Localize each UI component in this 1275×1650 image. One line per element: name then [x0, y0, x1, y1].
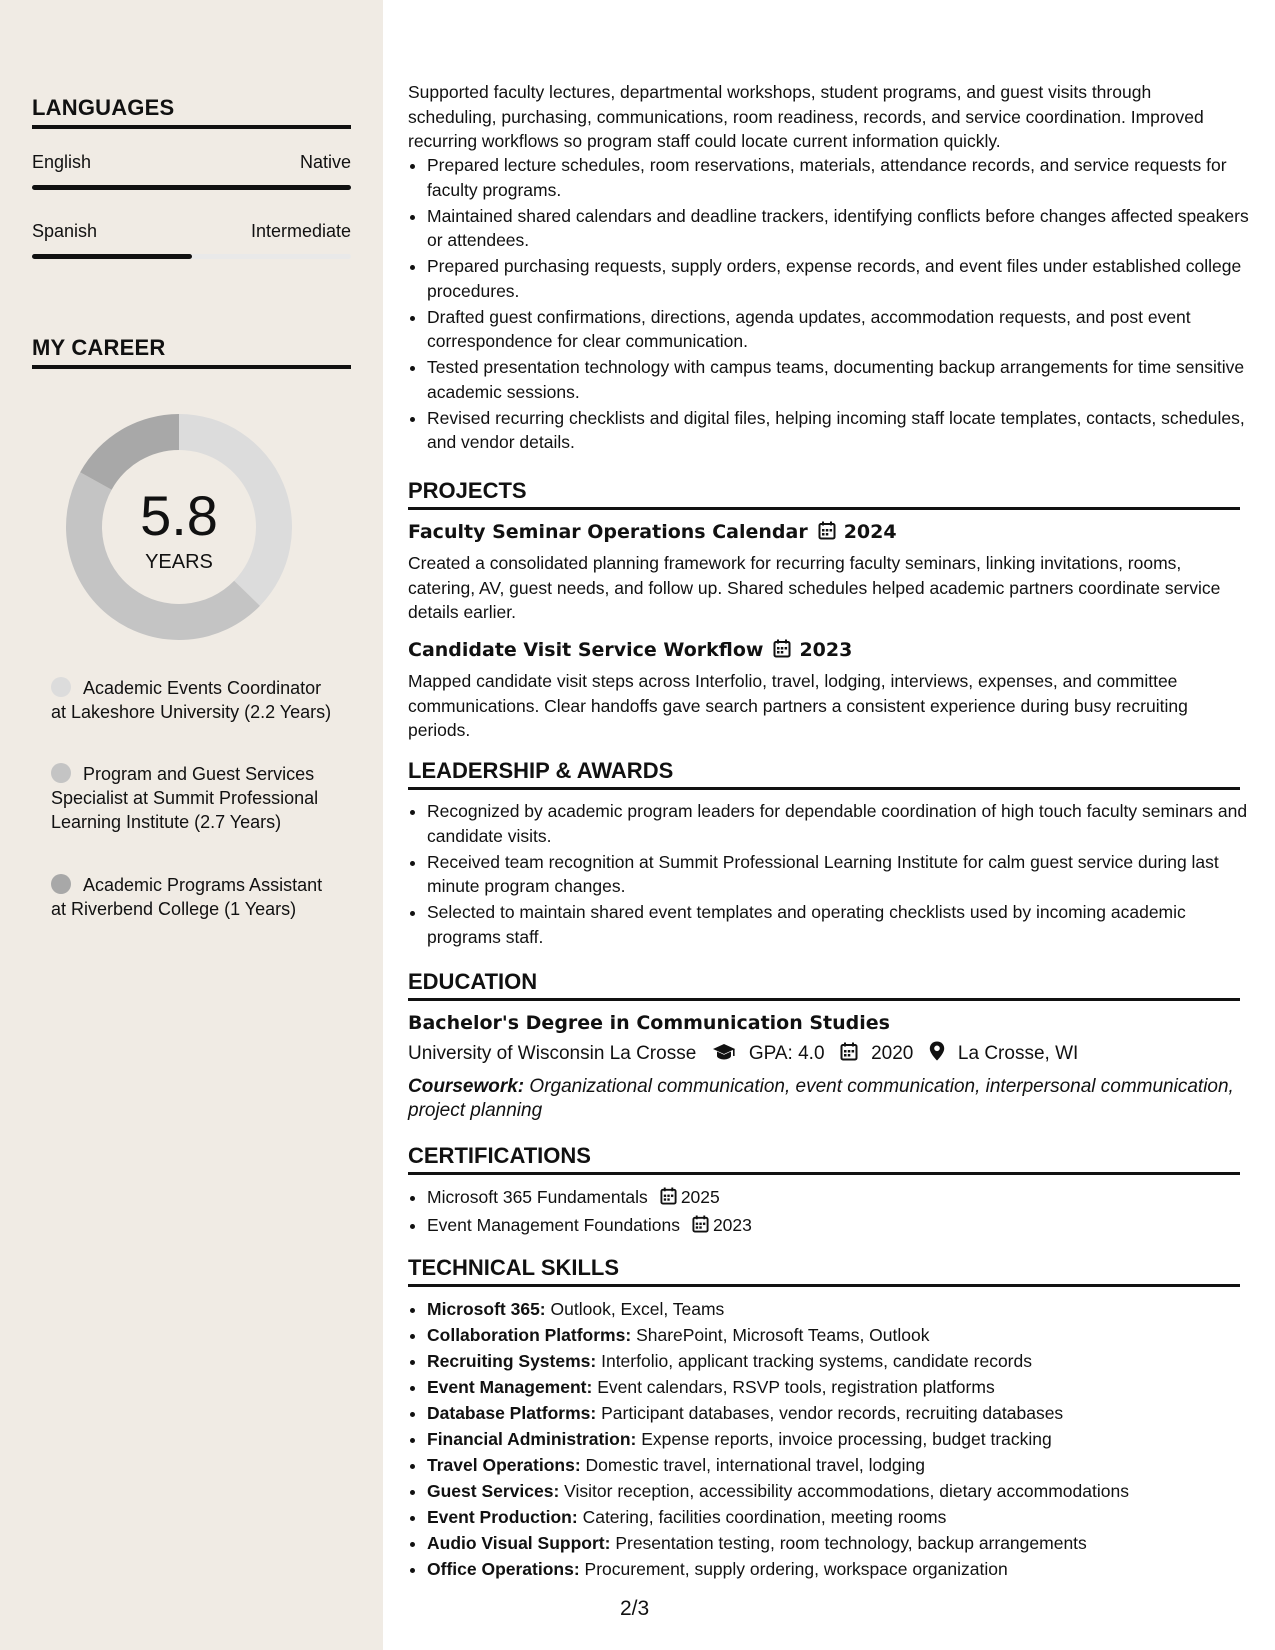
- skill-label: Event Production:: [427, 1507, 578, 1527]
- degree: Bachelor's Degree in Communication Studies: [408, 1012, 890, 1034]
- calendar-icon: [692, 1215, 709, 1240]
- graduation-cap-icon: [712, 1043, 736, 1068]
- skill-item: [427, 1557, 1259, 1582]
- sidebar: [0, 0, 383, 1650]
- education-entry: [408, 1011, 1240, 1123]
- project-item: [408, 520, 1240, 625]
- career-legend-item: [51, 762, 341, 834]
- skill-value: Presentation testing, room technology, backup arrangements: [615, 1533, 1087, 1553]
- skill-value: Catering, facilities coordination, meeting rooms: [582, 1507, 947, 1527]
- leadership-bullet: • Selected to maintain shared event templates and operating checklists used by incoming academic programs staff.: [427, 900, 1259, 949]
- certification-item: [427, 1185, 1259, 1212]
- skill-label: Event Management:: [427, 1377, 593, 1397]
- certification-year: 2025: [680, 1187, 720, 1207]
- skill-label: Collaboration Platforms:: [427, 1325, 632, 1345]
- skill-item: [427, 1531, 1259, 1556]
- experience-bullets: [408, 153, 1259, 456]
- legend-dot: [51, 763, 71, 783]
- calendar-icon: [773, 639, 791, 664]
- career-legend-text: Program and Guest Services Specialist at Summit Professional Learning Institute (2.7 Years): [51, 764, 319, 832]
- coursework: [408, 1075, 1240, 1123]
- project-title: Candidate Visit Service Workflow: [408, 639, 764, 661]
- skill-label: Audio Visual Support:: [427, 1533, 611, 1553]
- experience-bullet: • Drafted guest confirmations, directions, agenda updates, accommodation requests, and post event correspondence for clear communication.: [427, 305, 1259, 354]
- skill-label: Microsoft 365:: [427, 1299, 546, 1319]
- skill-label: Office Operations:: [427, 1559, 580, 1579]
- skill-item: [427, 1375, 1259, 1400]
- skill-value: Participant databases, vendor records, recruiting databases: [601, 1403, 1064, 1423]
- language-spanish: [32, 221, 351, 259]
- language-proficiency-fill: [32, 185, 351, 190]
- projects-heading: PROJECTS: [408, 478, 1240, 510]
- certifications-list: [408, 1185, 1259, 1241]
- languages-heading: LANGUAGES: [32, 95, 351, 129]
- certification-item: [427, 1213, 1259, 1240]
- education-heading: EDUCATION: [408, 969, 1240, 1001]
- calendar-icon: [818, 521, 836, 546]
- skill-label: Guest Services:: [427, 1481, 560, 1501]
- career-total-years: 5.8: [140, 484, 218, 547]
- project-year: 2024: [843, 521, 897, 543]
- skill-value: Outlook, Excel, Teams: [550, 1299, 725, 1319]
- language-level: Native: [299, 152, 351, 172]
- page-number: 2/3: [620, 1597, 650, 1620]
- project-description: Created a consolidated planning framework for recurring faculty seminars, linking invitations, rooms, catering, AV, guest needs, and follow up. Shared schedules helped academic partners coordinate service details earlier.: [408, 553, 1221, 622]
- location-pin-icon: [929, 1041, 945, 1068]
- gpa: GPA: 4.0: [748, 1043, 825, 1064]
- skill-item: [427, 1401, 1259, 1426]
- experience-bullet: • Prepared lecture schedules, room reservations, materials, attendance records, and service requests for faculty programs.: [427, 153, 1259, 202]
- skill-value: Expense reports, invoice processing, budget tracking: [641, 1429, 1052, 1449]
- skill-label: Travel Operations:: [427, 1455, 581, 1475]
- leadership-bullet: • Received team recognition at Summit Professional Learning Institute for calm guest service during last minute program changes.: [427, 850, 1259, 899]
- certification-name: Microsoft 365 Fundamentals: [427, 1187, 648, 1207]
- leadership-bullet: • Recognized by academic program leaders for dependable coordination of high touch faculty seminars and candidate visits.: [427, 799, 1259, 848]
- skill-label: Financial Administration:: [427, 1429, 637, 1449]
- calendar-icon: [660, 1187, 677, 1212]
- experience-bullet: • Tested presentation technology with campus teams, documenting backup arrangements for time sensitive academic sessions.: [427, 355, 1259, 404]
- career-legend-item: [51, 676, 341, 724]
- coursework-text: Organizational communication, event communication, interpersonal communication, project planning: [408, 1076, 1234, 1121]
- skills-heading: TECHNICAL SKILLS: [408, 1255, 1240, 1287]
- language-name: Spanish: [32, 221, 98, 241]
- language-proficiency-fill: [32, 254, 192, 259]
- graduation-year: 2020: [871, 1043, 914, 1064]
- language-level: Intermediate: [250, 221, 351, 241]
- project-year: 2023: [799, 639, 853, 661]
- skill-item: [427, 1479, 1259, 1504]
- language-proficiency-bar: [32, 185, 351, 190]
- language-name: English: [32, 152, 92, 172]
- education-location: La Crosse, WI: [957, 1043, 1079, 1064]
- career-legend-text: Academic Events Coordinator at Lakeshore University (2.2 Years): [51, 678, 332, 722]
- skill-item: [427, 1349, 1259, 1374]
- donut-center: [66, 414, 292, 640]
- skill-value: Interfolio, applicant tracking systems, candidate records: [601, 1351, 1032, 1371]
- language-english: [32, 152, 351, 190]
- skill-item: [427, 1297, 1259, 1322]
- skill-value: Procurement, supply ordering, workspace organization: [584, 1559, 1008, 1579]
- experience-bullet: • Maintained shared calendars and deadline trackers, identifying conflicts before changes affected speakers or attendees.: [427, 204, 1259, 253]
- career-donut-chart: [66, 414, 292, 640]
- project-item: [408, 638, 1240, 743]
- skill-value: SharePoint, Microsoft Teams, Outlook: [636, 1325, 930, 1345]
- skill-item: [427, 1505, 1259, 1530]
- skill-label: Database Platforms:: [427, 1403, 597, 1423]
- experience-bullet: • Prepared purchasing requests, supply orders, expense records, and event files under established college procedures.: [427, 254, 1259, 303]
- career-years-label: YEARS: [145, 551, 213, 573]
- career-legend-text: Academic Programs Assistant at Riverbend College (1 Years): [51, 875, 323, 919]
- career-heading: MY CAREER: [32, 335, 351, 369]
- certification-year: 2023: [712, 1215, 752, 1235]
- project-title: Faculty Seminar Operations Calendar: [408, 521, 808, 543]
- leadership-heading: LEADERSHIP & AWARDS: [408, 758, 1240, 790]
- legend-dot: [51, 677, 71, 697]
- skills-list: [408, 1297, 1259, 1583]
- experience-bullet: • Revised recurring checklists and digital files, helping incoming staff locate templates, contacts, schedules, and vendor details.: [427, 406, 1259, 455]
- legend-dot: [51, 874, 71, 894]
- school-name: University of Wisconsin La Crosse: [408, 1043, 697, 1064]
- leadership-bullets: [408, 799, 1259, 951]
- skill-item: [427, 1427, 1259, 1452]
- calendar-icon: [840, 1042, 858, 1068]
- skill-value: Domestic travel, international travel, lodging: [585, 1455, 926, 1475]
- certifications-heading: CERTIFICATIONS: [408, 1143, 1240, 1175]
- experience-summary: Supported faculty lectures, departmental workshops, student programs, and guest visits through scheduling, purchasing, communications, room readiness, records, and service coordination. Improved recurring workflows so program staff could locate current information quickly.: [408, 82, 1204, 151]
- coursework-label: Coursework:: [408, 1076, 525, 1097]
- career-legend-item: [51, 873, 341, 921]
- skill-value: Event calendars, RSVP tools, registration platforms: [597, 1377, 995, 1397]
- language-proficiency-bar: [32, 254, 351, 259]
- skill-label: Recruiting Systems:: [427, 1351, 597, 1371]
- skill-item: [427, 1453, 1259, 1478]
- skill-value: Visitor reception, accessibility accommodations, dietary accommodations: [564, 1481, 1129, 1501]
- education-details: [408, 1041, 1240, 1068]
- skill-item: [427, 1323, 1259, 1348]
- certification-name: Event Management Foundations: [427, 1215, 680, 1235]
- project-description: Mapped candidate visit steps across Interfolio, travel, lodging, interviews, expenses, and committee communications. Clear handoffs gave search partners a consistent experience during busy recruiting periods.: [408, 671, 1188, 740]
